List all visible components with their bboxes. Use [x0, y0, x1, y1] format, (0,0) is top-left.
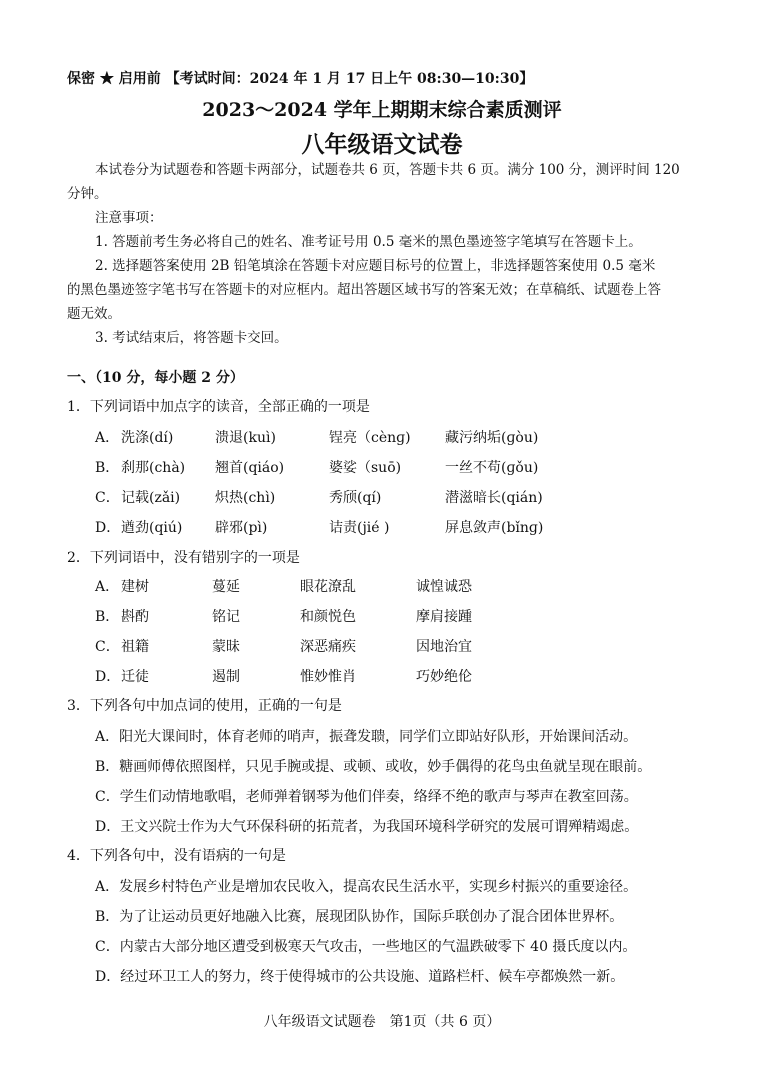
q2-option-label: D． — [95, 669, 121, 685]
q1-d-word-3: 诘责(jié ) — [329, 520, 390, 536]
question-3-stem: 3．下列各句中加点词的使用，正确的一句是 — [67, 698, 342, 714]
q3-option-d: D．王文兴院士作为大气环保科研的拓荒者，为我国环境科学研究的发展可谓殚精竭虑。 — [95, 819, 639, 835]
notice-2c: 题无效。 — [67, 306, 121, 322]
section-heading: 一、（10 分，每小题 2 分） — [67, 370, 244, 386]
q3-option-a: A．阳光大课间时，体育老师的哨声，振聋发聩，同学们立即站好队形，开始课间活动。 — [95, 729, 638, 745]
q2-c-word-1: 祖籍 — [121, 639, 149, 655]
q1-c-word-3: 秀颀(qí) — [329, 490, 382, 506]
q4-option-c: C．内蒙古大部分地区遭受到极寒天气攻击，一些地区的气温跌破零下 40 摄氏度以内。 — [95, 939, 637, 955]
q2-b-word-4: 摩肩接踵 — [416, 609, 472, 625]
q3-option-b: B．糖画师傅依照图样，只见手腕或提、或顿、或收，妙手偶得的花鸟虫鱼就呈现在眼前。 — [95, 759, 652, 775]
q1-d-word-2: 辟邪(pì) — [215, 520, 268, 536]
intro-line-2: 分钟。 — [67, 186, 108, 202]
q2-option-label: C． — [95, 639, 120, 655]
q2-a-word-3: 眼花潦乱 — [300, 579, 356, 595]
q3-option-c: C．学生们动情地歌唱，老师弹着钢琴为他们伴奏，络绎不绝的歌声与琴声在教室回荡。 — [95, 789, 638, 805]
q2-a-word-4: 诚惶诚恐 — [416, 579, 472, 595]
exam-title: 2023～2024 学年上期期末综合素质测评 — [202, 99, 562, 121]
intro-line-1: 本试卷分为试题卷和答题卡两部分，试题卷共 6 页，答题卡共 6 页。满分 100 分，测评时间 120 — [95, 162, 680, 178]
q1-b-word-4: 一丝不苟(ɡǒu) — [445, 460, 539, 476]
q1-c-word-4: 潜滋暗长(qián) — [445, 490, 543, 506]
q1-a-word-2: 溃退(kuì) — [215, 430, 276, 446]
q1-a-word-4: 藏污纳垢(ɡòu) — [445, 430, 539, 446]
q1-a-word-1: 洗涤(dí) — [121, 430, 174, 446]
notice-2a: 2. 选择题答案使用 2B 铅笔填涂在答题卡对应题目标号的位置上，非选择题答案使用 0.5 毫米 — [95, 258, 656, 274]
notice-2b: 的黑色墨迹签字笔书写在答题卡的对应框内。超出答题区域书写的答案无效；在草稿纸、试题卷上答 — [67, 282, 661, 298]
q2-d-word-3: 惟妙惟肖 — [300, 669, 356, 685]
q1-c-word-2: 炽热(chì) — [215, 490, 276, 506]
q4-option-d: D．经过环卫工人的努力，终于使得城市的公共设施、道路栏杆、候车亭都焕然一新。 — [95, 969, 625, 985]
q4-option-a: A．发展乡村特色产业是增加农民收入，提高农民生活水平，实现乡村振兴的重要途径。 — [95, 879, 638, 895]
question-2-stem: 2．下列词语中，没有错别字的一项是 — [67, 550, 300, 566]
question-4-stem: 4．下列各句中，没有语病的一句是 — [67, 848, 286, 864]
exam-meta: 保密 ★ 启用前 【考试时间：2024 年 1 月 17 日上午 08:30—10:30】 — [67, 71, 534, 87]
q2-d-word-1: 迁徒 — [121, 669, 149, 685]
question-1-stem: 1．下列词语中加点字的读音，全部正确的一项是 — [67, 399, 370, 415]
q2-c-word-4: 因地治宜 — [416, 639, 472, 655]
q1-c-word-1: 记载(zǎi) — [121, 490, 181, 506]
q2-b-word-1: 斟酌 — [121, 609, 149, 625]
q1-option-label: C． — [95, 490, 120, 506]
q1-option-label: B． — [95, 460, 120, 476]
q2-a-word-1: 建树 — [121, 579, 149, 595]
q2-option-label: A． — [95, 579, 120, 595]
exam-subtitle: 八年级语文试卷 — [301, 131, 463, 158]
q1-b-word-2: 翘首(qiáo) — [215, 460, 285, 476]
q2-c-word-2: 蒙昧 — [212, 639, 240, 655]
q4-option-b: B．为了让运动员更好地融入比赛，展现团队协作，国际乒联创办了混合团体世界杯。 — [95, 909, 624, 925]
notice-3: 3. 考试结束后，将答题卡交回。 — [95, 330, 288, 346]
notice-title: 注意事项： — [95, 210, 163, 226]
q1-option-label: D． — [95, 520, 121, 536]
q1-b-word-1: 刹那(chà) — [121, 460, 186, 476]
q2-d-word-4: 巧妙绝伦 — [416, 669, 472, 685]
q1-a-word-3: 锃亮（cènɡ) — [329, 430, 411, 446]
q2-b-word-2: 铭记 — [212, 609, 240, 625]
q2-a-word-2: 蔓延 — [212, 579, 240, 595]
q1-option-label: A． — [95, 430, 120, 446]
q1-d-word-4: 屏息敛声(bǐnɡ) — [445, 520, 544, 536]
q1-b-word-3: 婆娑（suō) — [329, 460, 402, 476]
q2-option-label: B． — [95, 609, 120, 625]
notice-1: 1. 答题前考生务必将自己的姓名、准考证号用 0.5 毫米的黑色墨迹签字笔填写在答题卡上。 — [95, 234, 642, 250]
q2-d-word-2: 遏制 — [212, 669, 240, 685]
q2-b-word-3: 和颜悦色 — [300, 609, 356, 625]
q2-c-word-3: 深恶痛疾 — [300, 639, 356, 655]
page-footer: 八年级语文试题卷 第1页（共 6 页） — [263, 1014, 501, 1030]
q1-d-word-1: 遒劲(qiú) — [121, 520, 183, 536]
